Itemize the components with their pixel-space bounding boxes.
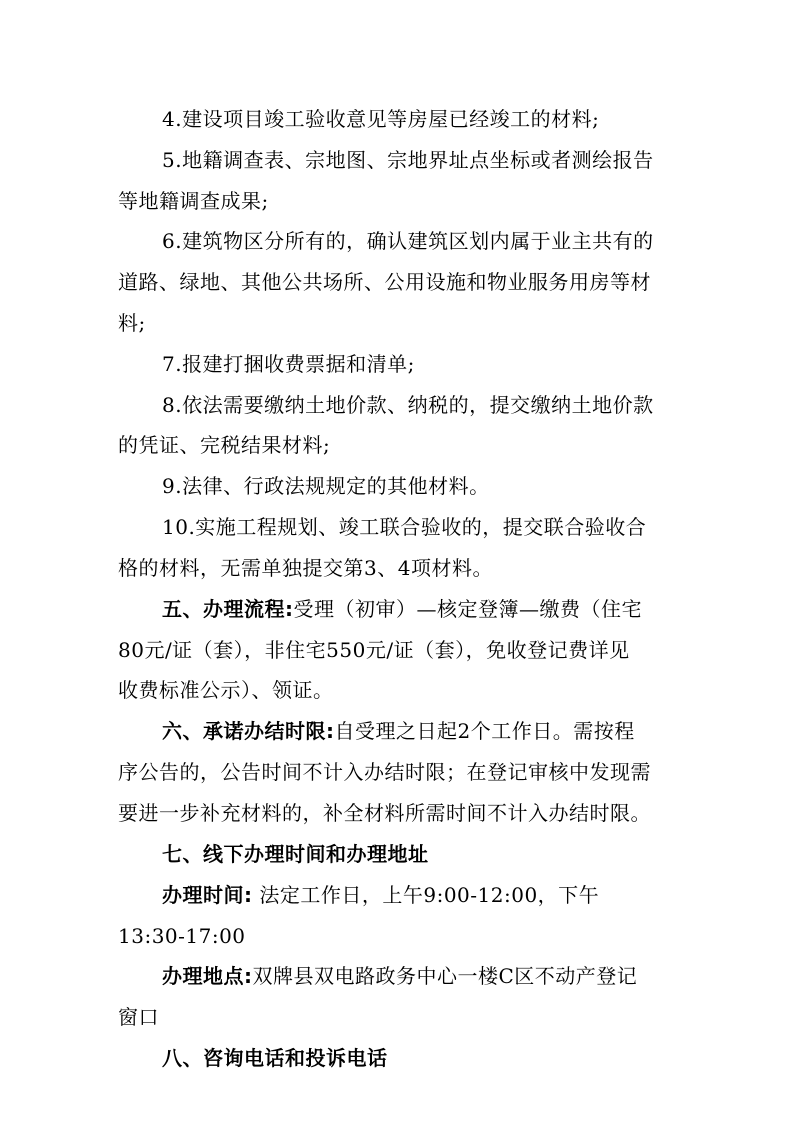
- item-4: 4.建设项目竣工验收意见等房屋已经竣工的材料;: [162, 107, 600, 131]
- office-hours-line-2: 13:30-17:00: [118, 924, 246, 948]
- section-6-line-2: 序公告的，公告时间不计入办结时限；在登记审核中发现需: [118, 760, 651, 784]
- section-5-heading: 五、办理流程:: [162, 597, 294, 621]
- office-address-line-2: 窗口: [118, 1005, 159, 1029]
- item-10-line-2: 格的材料，无需单独提交第3、4项材料。: [118, 556, 493, 580]
- item-7: 7.报建打捆收费票据和清单;: [162, 352, 415, 376]
- item-8-line-2: 的凭证、完税结果材料;: [118, 433, 331, 457]
- section-5-line-1: [162, 595, 642, 623]
- item-6-line-3: 料;: [118, 311, 146, 335]
- section-8-heading: 八、咨询电话和投诉电话: [162, 1046, 388, 1070]
- item-5-line-2: 等地籍调查成果;: [118, 189, 269, 213]
- section-6-heading: 六、承诺办结时限:: [162, 719, 335, 743]
- office-address-line-1: [162, 962, 637, 990]
- item-9: 9.法律、行政法规规定的其他材料。: [162, 474, 490, 498]
- office-hours-line-1: [162, 881, 599, 909]
- section-6-text: 自受理之日起2个工作日。需按程: [334, 719, 635, 743]
- office-address-label: 办理地点:: [162, 964, 253, 988]
- section-5-text: 受理（初审）—核定登簿—缴费（住宅: [293, 597, 642, 621]
- section-6-line-3: 要进一步补充材料的，补全材料所需时间不计入办结时限。: [118, 801, 651, 825]
- office-hours-label: 办理时间:: [162, 883, 253, 907]
- section-6-line-1: [162, 717, 635, 745]
- item-6-line-2: 道路、绿地、其他公共场所、公用设施和物业服务用房等材: [118, 270, 651, 294]
- section-7-heading: 七、线下办理时间和办理地址: [162, 842, 429, 866]
- office-address-text: 双牌县双电路政务中心一楼C区不动产登记: [252, 964, 638, 988]
- office-hours-text: 法定工作日，上午9:00-12:00，下午: [259, 883, 600, 907]
- section-5-line-3: 收费标准公示）、领证。: [118, 678, 334, 702]
- section-5-line-2: 80元/证（套），非住宅550元/证（套），免收登记费详见: [118, 638, 630, 662]
- item-5-line-1: 5.地籍调查表、宗地图、宗地界址点坐标或者测绘报告: [162, 148, 654, 172]
- item-10-line-1: 10.实施工程规划、竣工联合验收的，提交联合验收合: [162, 515, 647, 539]
- item-6-line-1: 6.建筑物区分所有的，确认建筑区划内属于业主共有的: [162, 229, 654, 253]
- item-8-line-1: 8.依法需要缴纳土地价款、纳税的，提交缴纳土地价款: [162, 393, 654, 417]
